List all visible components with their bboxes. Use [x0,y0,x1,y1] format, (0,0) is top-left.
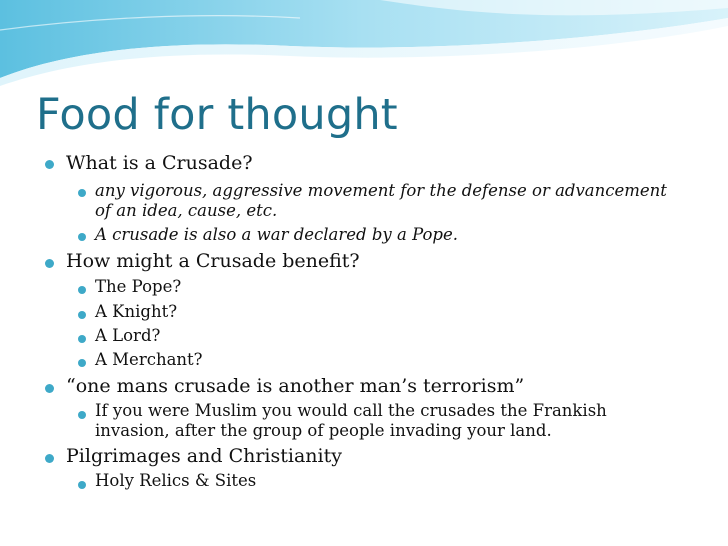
bullet-dot-icon [45,454,54,463]
bullet-level1: What is a Crusade? [66,152,253,174]
bullet-dot-icon [45,160,54,169]
bullet-level2: A Merchant? [95,350,203,369]
bullet-level2: If you were Muslim you would call the crusades the Frankish invasion, after the group of people invading your land. [95,401,607,440]
bullet-level2: A crusade is also a war declared by a Pope. [95,225,459,244]
bullet-level1: Pilgrimages and Christianity [66,445,342,467]
bullet-dot-icon [78,286,86,294]
slide-title: Food for thought [36,90,398,140]
bullet-level2: A Lord? [95,326,161,345]
bullet-dot-icon [78,481,86,489]
bullet-dot-icon [78,411,86,419]
bullet-dot-icon [78,233,86,241]
bullet-dot-icon [78,335,86,343]
bullet-level2: A Knight? [95,302,178,321]
bullet-level1: “one mans crusade is another man’s terrorism” [66,375,525,397]
bullet-dot-icon [45,259,54,268]
bullet-dot-icon [78,189,86,197]
bullet-level2: Holy Relics & Sites [95,471,257,490]
bullet-level2: The Pope? [95,277,182,296]
bullet-dot-icon [78,359,86,367]
bullet-dot-icon [78,311,86,319]
bullet-level1: How might a Crusade benefit? [66,250,360,272]
bullet-dot-icon [45,384,54,393]
bullet-level2: any vigorous, aggressive movement for the defense or advancement of an idea, cause, etc. [95,181,667,220]
header-wave-decoration [0,0,728,90]
